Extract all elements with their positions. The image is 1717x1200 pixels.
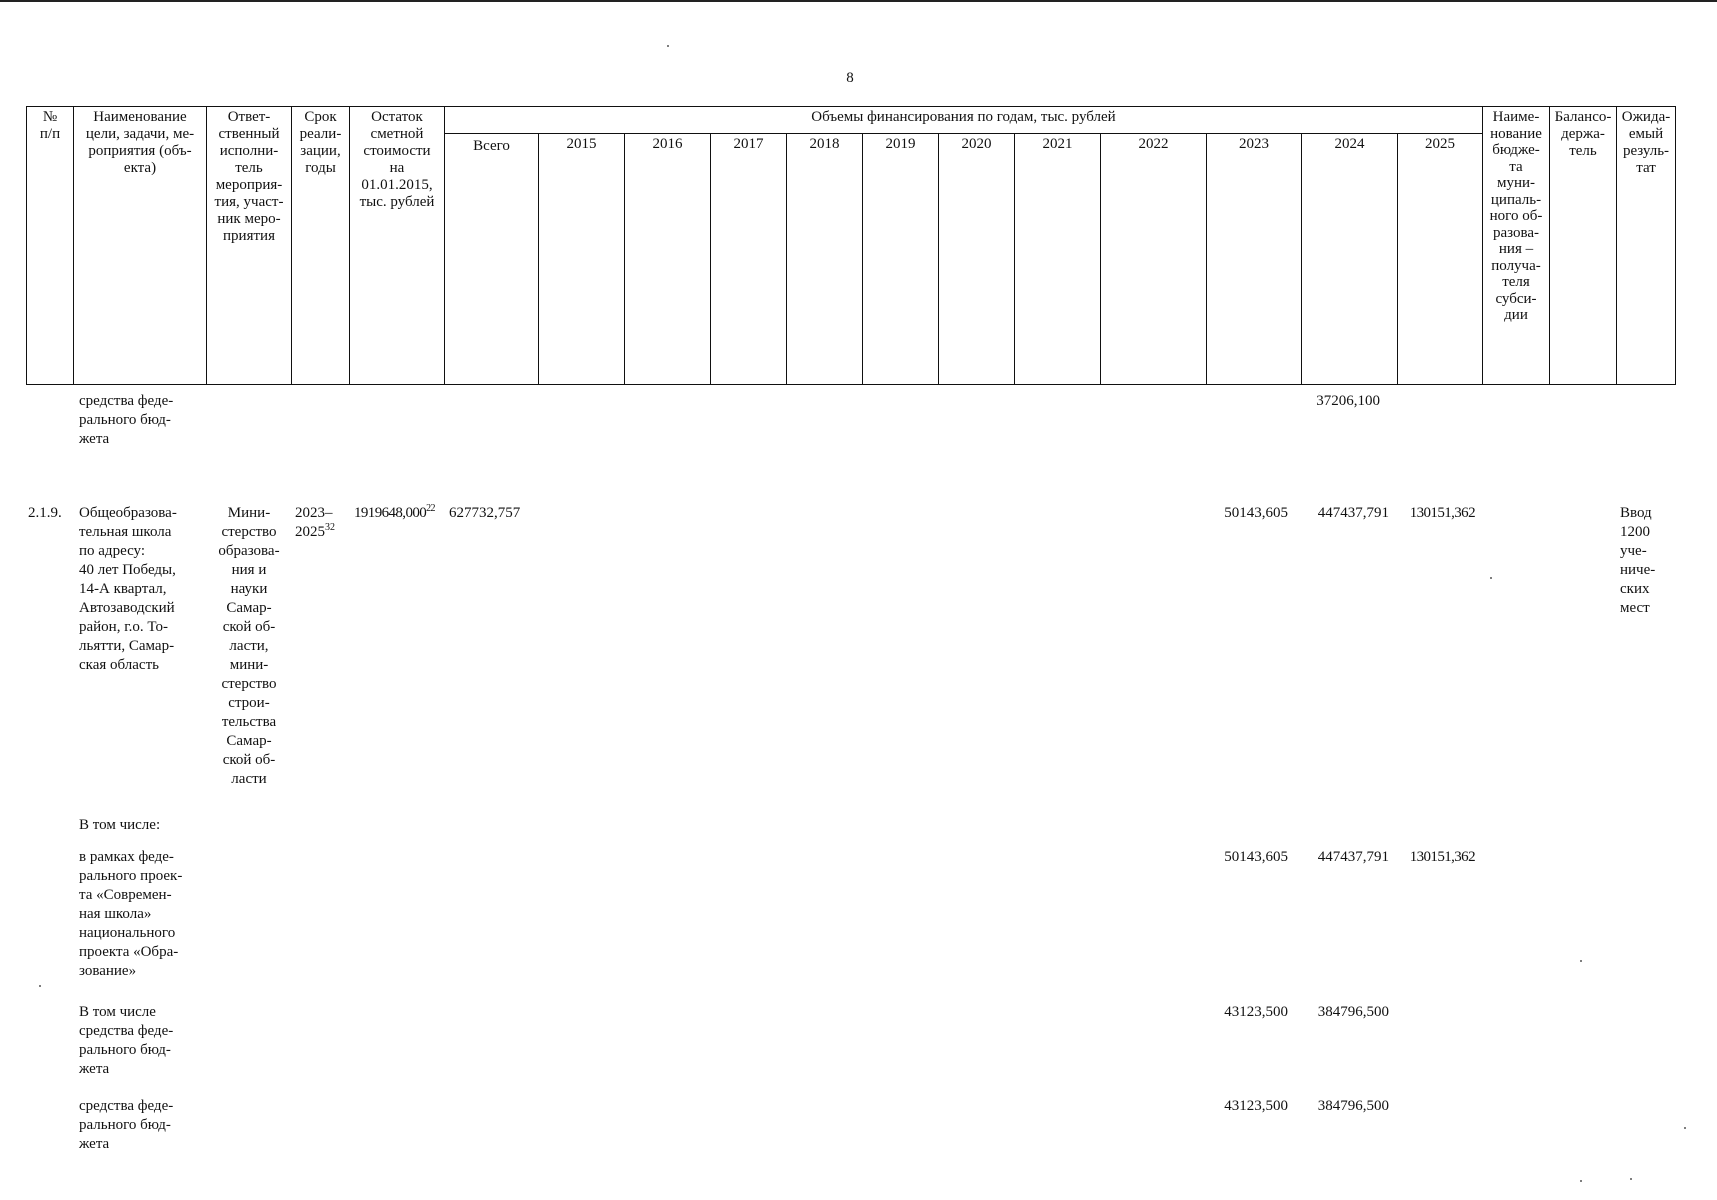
row-219-total: 627732,757 [449, 505, 521, 521]
scan-speck [1580, 1180, 1582, 1182]
page-top-border [0, 0, 1717, 2]
header-result: Ожида- емый резуль- тат [1621, 109, 1671, 176]
header-holder: Балансо- держа- тель [1554, 109, 1612, 159]
row-federal-budget-1-name: средства феде- рального бюд- жета [79, 393, 174, 447]
header-year-2015: 2015 [566, 136, 597, 152]
row-federal-budget-2-2024: 384796,500 [1317, 1004, 1389, 1020]
row-federal-budget-2-2023: 43123,500 [1224, 1004, 1288, 1020]
header-funding: Объемы финансирования по годам, тыс. рублей [811, 109, 1116, 125]
row-219-num: 2.1.9. [28, 505, 62, 521]
row-219-term: 2023– 2025$^{32}$ [295, 505, 335, 540]
header-budget-name: Наиме- нование бюдже- та муни- ципаль- ного об- разова- ния – получа- теля субси- дии [1489, 109, 1543, 323]
scan-speck [39, 985, 41, 987]
row-federal-budget-1-2024: 37206,100 [1316, 393, 1380, 409]
header-remainder: Остаток сметной стоимости на 01.01.2015, тыс. рублей [359, 109, 435, 210]
row-national-project-2025: 130151,362 [1409, 849, 1475, 865]
page-number: 8 [846, 70, 854, 86]
header-num: № п/п [39, 109, 61, 142]
row-federal-budget-3-2024: 384796,500 [1317, 1098, 1389, 1114]
row-219-result: Ввод 1200 уче- ниче- ских мест [1620, 505, 1656, 616]
header-year-2022: 2022 [1138, 136, 1169, 152]
row-219-2024: 447437,791 [1317, 505, 1389, 521]
scan-speck [1580, 960, 1582, 962]
row-219-responsible: Мини- стерство образова- ния и науки Самар- ской об- ласти, мини- стерство строи- тельства Самар- ской об- ласти [218, 505, 280, 787]
header-responsible: Ответ- ственный исполни- тель мероприя- тия, участ- ник меро- приятия [214, 109, 284, 244]
header-total: Всего [473, 138, 510, 154]
scan-speck [1490, 577, 1492, 579]
header-term: Срок реали- зации, годы [299, 109, 342, 176]
row-federal-budget-2-name: В том числе средства феде- рального бюд- жета [79, 1004, 174, 1077]
header-year-2018: 2018 [809, 136, 840, 152]
row-national-project-name: в рамках феде- рального проек- та «Современ- ная школа» национального проекта «Обра- зование» [79, 849, 183, 979]
header-year-2017: 2017 [733, 136, 764, 152]
row-219-2025: 130151,362 [1409, 505, 1475, 521]
header-year-2024: 2024 [1334, 136, 1365, 152]
row-including-label: В том числе: [79, 817, 161, 833]
row-national-project-2023: 50143,605 [1224, 849, 1288, 865]
row-federal-budget-3-2023: 43123,500 [1224, 1098, 1288, 1114]
scan-speck [667, 45, 669, 47]
scan-speck [1630, 1178, 1632, 1180]
header-year-2016: 2016 [652, 136, 683, 152]
row-219-2023: 50143,605 [1224, 505, 1288, 521]
header-year-2023: 2023 [1239, 136, 1269, 152]
row-national-project-2024: 447437,791 [1317, 849, 1389, 865]
header-year-2020: 2020 [961, 136, 992, 152]
header-year-2025: 2025 [1425, 136, 1455, 152]
row-219-remainder: 1919648,000$^{22}$ [354, 503, 435, 521]
header-year-2021: 2021 [1042, 136, 1073, 152]
row-federal-budget-3-name: средства феде- рального бюд- жета [79, 1098, 174, 1152]
row-219-name: Общеобразова- тельная школа по адресу: 40 лет Победы, 14-А квартал, Автозаводский район, г.о. То- льятти, Самар- ская область [79, 505, 177, 673]
header-year-2019: 2019 [885, 136, 916, 152]
scan-speck [1684, 1127, 1686, 1129]
header-name: Наименование цели, задачи, ме- роприятия (объ- екта) [85, 109, 195, 176]
